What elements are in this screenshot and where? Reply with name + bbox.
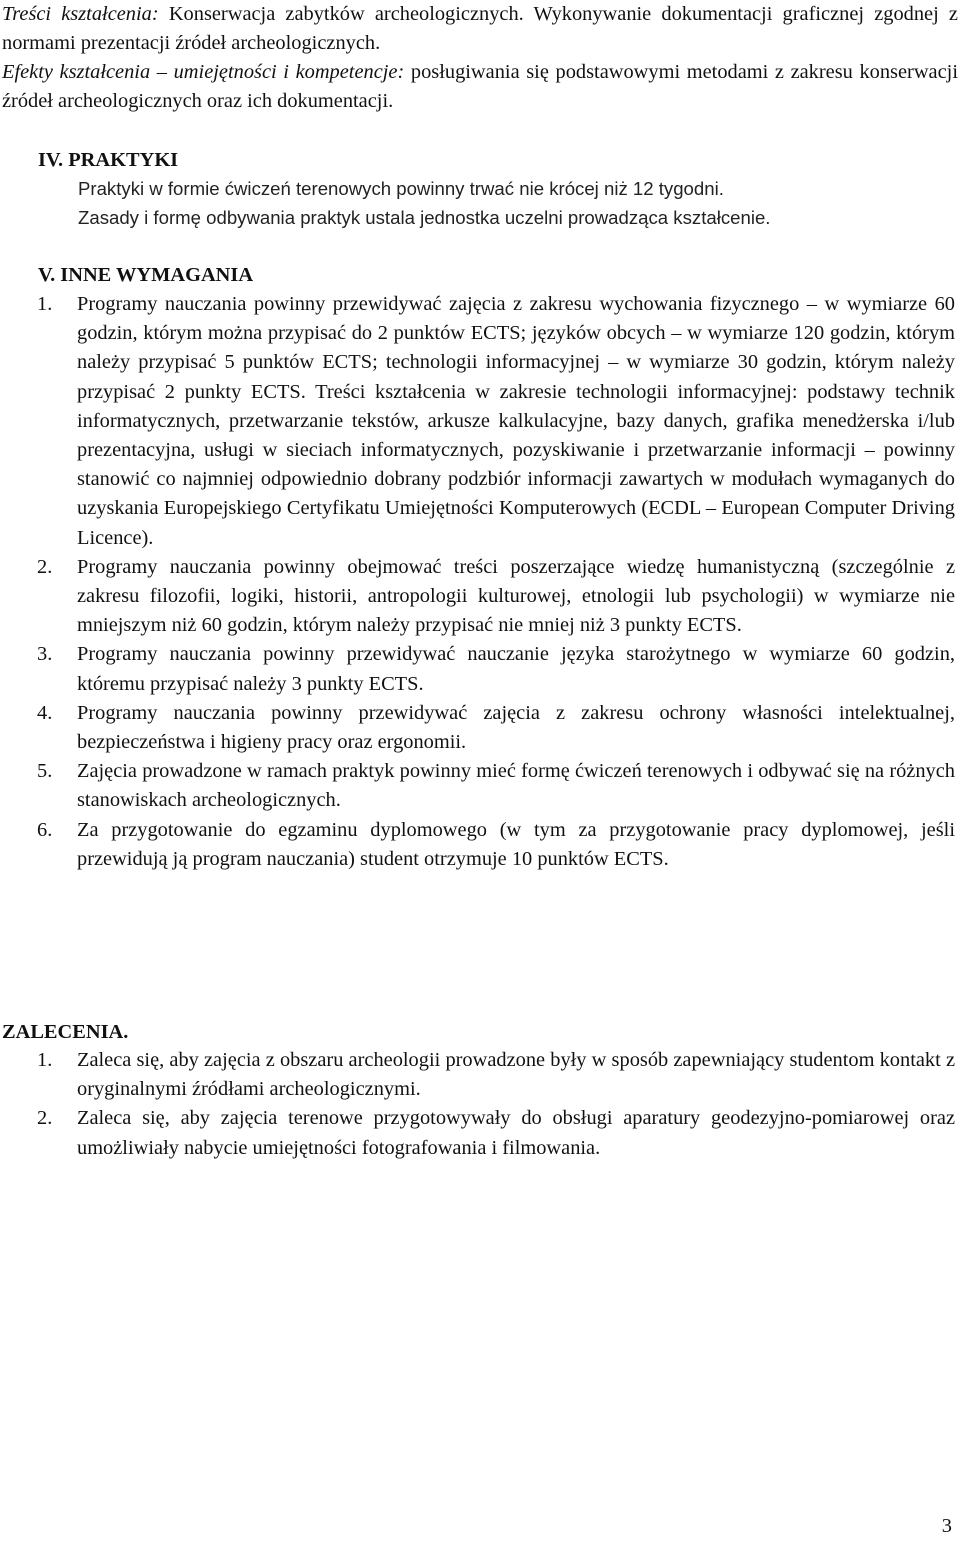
list-item [37, 640, 955, 698]
section-v-heading: V. INNE WYMAGANIA [38, 264, 254, 286]
list-item [37, 290, 955, 553]
intro-paragraph-1 [2, 0, 958, 58]
intro-label-2: Efekty kształcenia – umiejętności i kompetencje: [2, 61, 405, 83]
list-item-text: Programy nauczania powinny przewidywać zajęcia z zakresu wychowania fizycznego – w wymiarze 60 godzin, którym można przypisać do 2 punktów ECTS; języków obcych – w wymiarze 120 godzin, którym należy przypisać 5 punktów ECTS; technologii informacyjnej – w wymiarze 30 godzin, którym należy przypisać 2 punkty ECTS. Treści kształcenia w zakresie technologii informacyjnej: podstawy technik informatycznych, przetwarzanie tekstów, arkusze kalkulacyjne, bazy danych, grafika menedżerska i/lub prezentacyjna, usługi w sieciach informatycznych, pozyskiwanie i przetwarzanie informacji – powinny stanowić co najmniej odpowiednio dobrany podzbiór informacji zawartych w modułach wymaganych do uzyskania Europejskiego Certyfikatu Umiejętności Komputerowych (ECDL – European Computer Driving Licence). [77, 293, 955, 549]
list-item-text: Programy nauczania powinny przewidywać zajęcia z zakresu ochrony własności intelektualnej, bezpieczeństwa i higieny pracy oraz ergonomii. [77, 701, 955, 754]
section-iv-body [78, 174, 958, 232]
list-item-number: 3. [37, 643, 53, 666]
list-item [37, 1104, 955, 1162]
section-v-list [37, 290, 955, 874]
intro-text-1: Konserwacja zabytków archeologicznych. Wykonywanie dokumentacji graficznej zgodnej z normami prezentacji źródeł archeologicznych. [2, 3, 958, 54]
list-item-number: 5. [37, 760, 53, 783]
intro-text-2: posługiwania się podstawowymi metodami z zakresu konserwacji źródeł archeologicznych oraz ich dokumentacji. [2, 61, 958, 112]
zalecenia-list [37, 1046, 955, 1163]
intro-label-1: Treści kształcenia: [2, 3, 159, 25]
intro-block [2, 0, 958, 116]
list-item-text: Zaleca się, aby zajęcia terenowe przygotowywały do obsługi aparatury geodezyjno-pomiarowej oraz umożliwiały nabycie umiejętności fotografowania i filmowania. [77, 1107, 955, 1159]
list-item-text: Za przygotowanie do egzaminu dyplomowego (w tym za przygotowanie pracy dyplomowej, jeśli przewidują ją program nauczania) student otrzymuje 10 punktów ECTS. [77, 818, 955, 870]
list-item [37, 1046, 955, 1104]
list-item [37, 757, 955, 815]
list-item-number: 1. [37, 1049, 53, 1071]
section-iv-heading: IV. PRAKTYKI [38, 149, 179, 171]
list-item-text: Programy nauczania powinny obejmować treści poszerzające wiedzę humanistyczną (szczególnie z zakresu filozofii, logiki, historii, antropologii kulturowej, etnologii lub psychologii) w wymiarze nie mniejszym niż 60 godzin, którym należy przypisać nie mniej niż 3 punkty ECTS. [77, 555, 955, 637]
list-item [37, 553, 955, 641]
list-item-number: 6. [37, 818, 53, 841]
list-item-text: Zaleca się, aby zajęcia z obszaru archeologii prowadzone były w sposób zapewniający studentom kontakt z oryginalnymi źródłami archeologicznymi. [77, 1049, 955, 1101]
list-item-text: Programy nauczania powinny przewidywać nauczanie języka starożytnego w wymiarze 60 godzin, któremu przypisać należy 3 punkty ECTS. [77, 643, 955, 695]
intro-paragraph-2 [2, 58, 958, 116]
zalecenia-heading: ZALECENIA. [2, 1021, 129, 1043]
section-iv-line-1: Praktyki w formie ćwiczeń terenowych powinny trwać nie krócej niż 12 tygodni. [78, 178, 724, 199]
page-number: 3 [941, 1515, 952, 1537]
list-item-number: 2. [37, 1107, 53, 1130]
list-item-number: 1. [37, 293, 53, 315]
list-item-text: Zajęcia prowadzone w ramach praktyk powinny mieć formę ćwiczeń terenowych i odbywać się na różnych stanowiskach archeologicznych. [77, 760, 955, 812]
list-item [37, 816, 955, 874]
section-iv-line-2: Zasady i formę odbywania praktyk ustala jednostka uczelni prowadząca kształcenie. [78, 207, 771, 228]
list-item-number: 2. [37, 555, 53, 578]
list-item [37, 699, 955, 757]
list-item-number: 4. [37, 701, 53, 724]
